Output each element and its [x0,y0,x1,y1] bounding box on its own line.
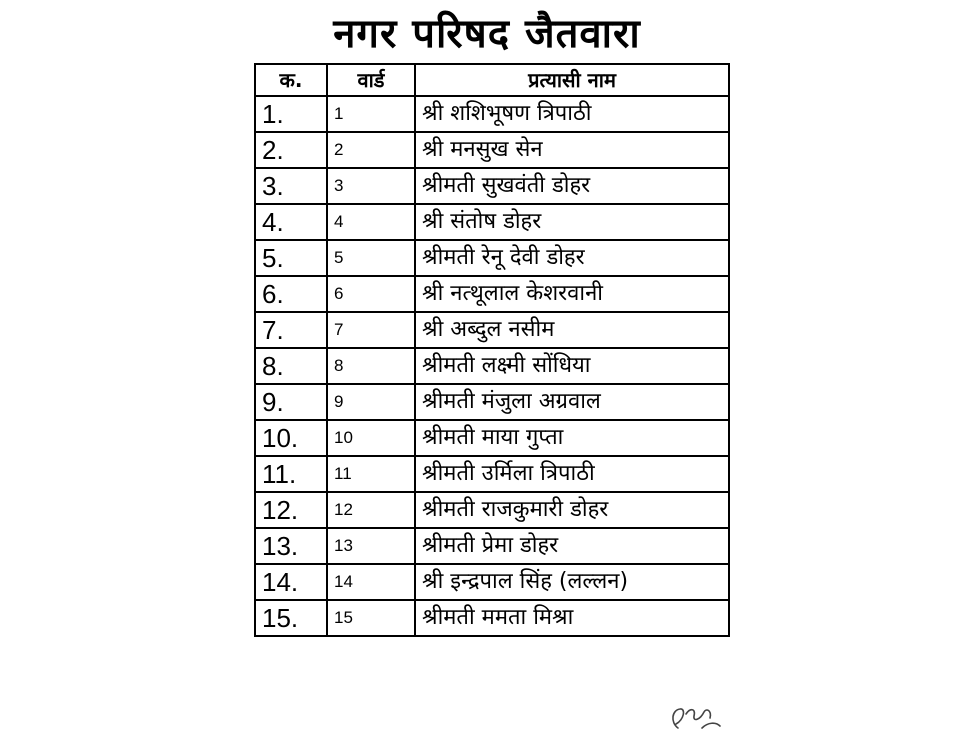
row-serial: 8. [255,348,327,384]
row-candidate-name: श्री इन्द्रपाल सिंह (लल्लन) [415,564,729,600]
row-serial: 15. [255,600,327,636]
row-ward: 1 [327,96,415,132]
row-candidate-name: श्रीमती राजकुमारी डोहर [415,492,729,528]
table-row [255,420,729,456]
row-serial: 13. [255,528,327,564]
row-ward: 15 [327,600,415,636]
row-candidate-name: श्रीमती ममता मिश्रा [415,600,729,636]
table-row [255,132,729,168]
table-row [255,96,729,132]
row-candidate-name: श्रीमती सुखवंती डोहर [415,168,729,204]
row-serial: 7. [255,312,327,348]
row-serial: 3. [255,168,327,204]
table-header [255,64,729,96]
row-serial: 6. [255,276,327,312]
page-title: नगर परिषद जैतवारा [333,11,641,57]
table-row [255,168,729,204]
row-ward: 5 [327,240,415,276]
row-candidate-name: श्री अब्दुल नसीम [415,312,729,348]
row-serial: 2. [255,132,327,168]
row-serial: 14. [255,564,327,600]
signature-icon [664,700,724,730]
row-candidate-name: श्रीमती लक्ष्मी सोंधिया [415,348,729,384]
table-row [255,456,729,492]
row-serial: 5. [255,240,327,276]
table-row [255,600,729,636]
row-candidate-name: श्रीमती उर्मिला त्रिपाठी [415,456,729,492]
row-ward: 12 [327,492,415,528]
row-candidate-name: श्रीमती रेनू देवी डोहर [415,240,729,276]
row-serial: 11. [255,456,327,492]
row-ward: 8 [327,348,415,384]
table-row [255,312,729,348]
row-candidate-name: श्री संतोष डोहर [415,204,729,240]
row-ward: 14 [327,564,415,600]
table-row [255,348,729,384]
table-row [255,384,729,420]
row-ward: 10 [327,420,415,456]
row-serial: 9. [255,384,327,420]
row-ward: 6 [327,276,415,312]
row-candidate-name: श्रीमती प्रेमा डोहर [415,528,729,564]
row-ward: 3 [327,168,415,204]
row-candidate-name: श्रीमती माया गुप्ता [415,420,729,456]
table-row [255,528,729,564]
row-ward: 4 [327,204,415,240]
row-ward: 7 [327,312,415,348]
row-serial: 12. [255,492,327,528]
row-serial: 4. [255,204,327,240]
row-candidate-name: श्रीमती मंजुला अग्रवाल [415,384,729,420]
header-name: प्रत्यासी नाम [415,64,729,96]
table-row [255,240,729,276]
table-body [255,96,729,636]
header-serial: क. [255,64,327,96]
row-ward: 13 [327,528,415,564]
header-row [255,64,729,96]
row-serial: 1. [255,96,327,132]
row-candidate-name: श्री मनसुख सेन [415,132,729,168]
row-candidate-name: श्री नत्थूलाल केशरवानी [415,276,729,312]
table-row [255,564,729,600]
row-candidate-name: श्री शशिभूषण त्रिपाठी [415,96,729,132]
table-row [255,204,729,240]
row-serial: 10. [255,420,327,456]
table-row [255,276,729,312]
table-row [255,492,729,528]
candidate-table [254,63,730,637]
row-ward: 2 [327,132,415,168]
row-ward: 11 [327,456,415,492]
row-ward: 9 [327,384,415,420]
header-ward: वार्ड [327,64,415,96]
